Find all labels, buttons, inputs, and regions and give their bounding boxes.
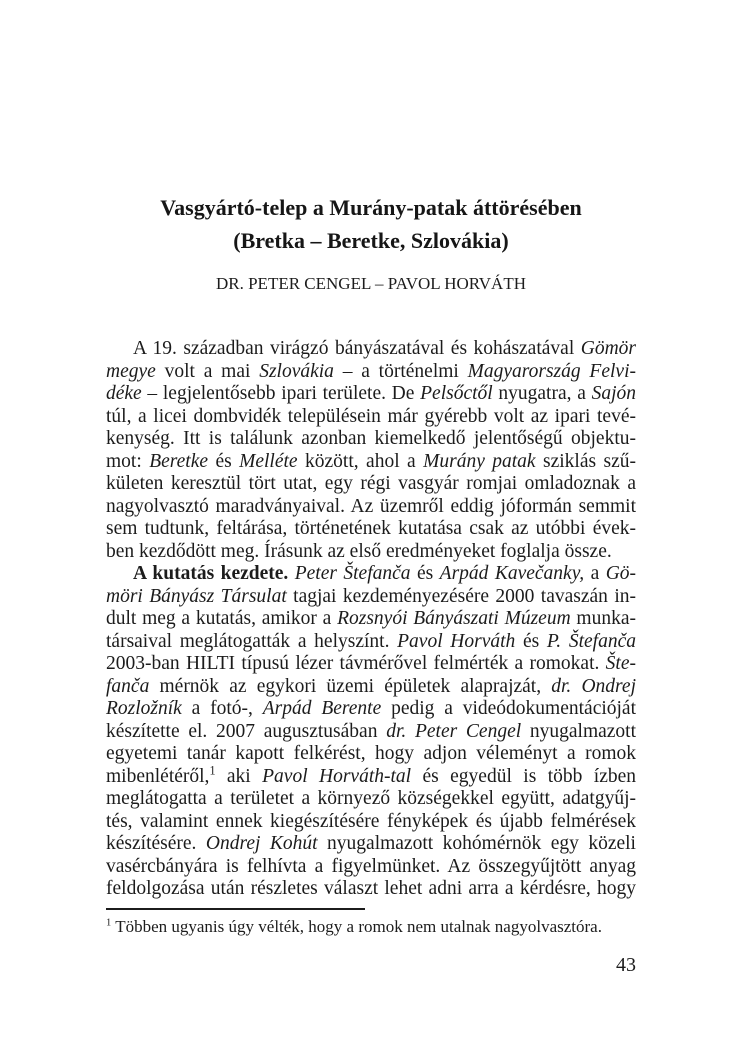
text-run: és [208, 450, 240, 472]
text-run: nyugalmazott kohómérnök egy közeli [317, 833, 636, 854]
text-run: Magyarország Felvi- [467, 360, 636, 382]
text-run: a fotó-, [181, 698, 263, 719]
text-run: – a történelmi [333, 360, 468, 382]
body-line [106, 608, 636, 631]
text-run: túl, a licei dombvidék településein már gyérebb volt az ipari tevé- [106, 405, 636, 427]
text-run: megye [106, 360, 156, 382]
text-run: tés, valamint ennek kiegészítésére fényképek és újabb felmérések [106, 810, 636, 832]
text-run: nagyolvasztó maradványaival. Az üzemről eddig jóformán semmit [106, 495, 636, 517]
footnote-marker: 1 [106, 917, 112, 929]
body-line [106, 383, 636, 406]
text-run: Gö- [605, 563, 637, 584]
text-run: A kutatás kezdete. [133, 563, 295, 584]
body-line [106, 541, 636, 564]
text-run: egyetemi tanár kapott felkérést, hogy adjon véleményt a romok [106, 743, 636, 764]
article-title-line1: Vasgyártó-telep a Murány-patak áttörésében [160, 195, 582, 220]
body-line [106, 878, 636, 901]
authors-line: DR. PETER CENGEL – PAVOL HORVÁTH [215, 274, 526, 293]
text-run: P. Štefanča [546, 630, 636, 652]
text-run: és egyedül is több ízben [411, 765, 636, 787]
text-run: Beretke [149, 450, 209, 472]
text-run: Melléte [239, 450, 298, 472]
text-run: Rozložník [106, 698, 182, 719]
body-line [106, 763, 636, 789]
body-line [106, 473, 636, 496]
text-run: sem tudtunk, feltárása, történetének kutatása csak az utóbbi évek- [106, 518, 636, 539]
text-run: tagjai kezdeményezésére 2000 tavaszán in- [286, 585, 636, 607]
text-run: kületen keresztül tört utat, egy régi vasgyár romjai omladoznak a [106, 473, 636, 494]
body-line [106, 833, 636, 856]
text-run: fanča [106, 675, 150, 697]
body-line [106, 496, 636, 519]
text-run: nyugatra, a [492, 383, 592, 404]
text-run: és [515, 630, 547, 652]
text-run: munka- [570, 608, 636, 629]
text-run: készítésére. [106, 833, 206, 854]
text-run: Rozsnyói Bányászati Múzeum [337, 608, 571, 629]
text-run: déke [106, 383, 142, 404]
text-run: mérnök az egykori üzemi épületek alaprajzát, [149, 675, 552, 697]
text-run: möri Bányász Társulat [106, 585, 287, 607]
body-line [106, 428, 636, 451]
body-line [106, 811, 636, 834]
text-run: és [410, 563, 440, 584]
text-run: a [584, 563, 606, 584]
footnote-separator [106, 908, 365, 910]
text-run: Murány patak [423, 450, 536, 472]
body-line [106, 676, 636, 699]
text-run: Szlovákia [259, 360, 334, 382]
text-run: Pavol Horváth [397, 630, 516, 652]
text-run: Peter Štefanča [294, 563, 411, 584]
text-run: nyugalmazott [521, 720, 637, 742]
text-run: pedig a videódokumentációját [381, 698, 637, 719]
text-run: Gömör [580, 338, 636, 359]
body-line [106, 518, 636, 541]
text-run: – legjelentősebb ipari területe. De [141, 383, 421, 404]
text-run: mibenlétéről, [106, 765, 210, 787]
footnote [106, 916, 636, 938]
body-line [106, 451, 636, 474]
text-run: Ondrej Kohút [205, 833, 318, 854]
text-run: Šte- [605, 653, 636, 674]
text-run: dr. Peter Cengel [386, 720, 522, 742]
text-run: kenység. Itt is találunk azonban kiemelkedő jelentőségű objektu- [106, 428, 636, 449]
text-run: feldolgozása után részletes választ lehet adni arra a kérdésre, hogy [106, 878, 636, 899]
body-line [106, 653, 636, 676]
text-run: ben kezdődött meg. Írásunk az első eredményeket foglalja össze. [106, 540, 612, 562]
body-line [106, 338, 636, 361]
article-title-line2: (Bretka – Beretke, Szlovákia) [233, 228, 509, 253]
text-run: Pelsőctől [420, 383, 493, 404]
text-run: között, ahol a [297, 450, 424, 472]
page-number: 43 [616, 954, 636, 976]
body-line [106, 698, 636, 721]
text-run: volt a mai [155, 360, 260, 382]
text-run: meglátogatta a területet a környező községekkel együtt, adatgyűj- [106, 788, 636, 809]
body-line [106, 563, 636, 586]
body-line [106, 361, 636, 384]
text-run: dult meg a kutatás, amikor a [106, 608, 338, 629]
text-run: vasércbányára is felhívta a figyelmünket. Az összegyűjtött anyag [106, 855, 636, 877]
text-run: 2003-ban HILTI típusú lézer távmérővel felmérték a romokat. [106, 653, 606, 674]
text-run: aki [215, 765, 263, 787]
text-run: Többen ugyanis úgy vélték, hogy a romok nem utalnak nagyolvasztóra. [111, 917, 602, 936]
body-line [106, 586, 636, 609]
text-run: társaival meglátogatták a helyszínt. [106, 630, 398, 652]
footnote-marker: 1 [209, 763, 216, 777]
body-line [106, 856, 636, 879]
text-run: sziklás szű- [535, 450, 636, 472]
article-title [106, 191, 636, 257]
article-body [106, 338, 636, 901]
text-run: Pavol Horváth-tal [262, 765, 412, 787]
body-line [106, 721, 636, 744]
text-run: Sajón [591, 383, 636, 404]
text-run: készítette el. 2007 augusztusában [106, 720, 387, 742]
text-run: dr. Ondrej [551, 675, 636, 697]
text-run: mot: [106, 450, 150, 472]
body-line [106, 788, 636, 811]
text-run: A 19. században virágzó bányászatával és kohászatával [133, 338, 581, 359]
text-run: Arpád Kavečanky, [439, 563, 585, 584]
body-line [106, 631, 636, 654]
text-run: Arpád Berente [262, 698, 382, 719]
body-line [106, 743, 636, 766]
body-line [106, 406, 636, 429]
